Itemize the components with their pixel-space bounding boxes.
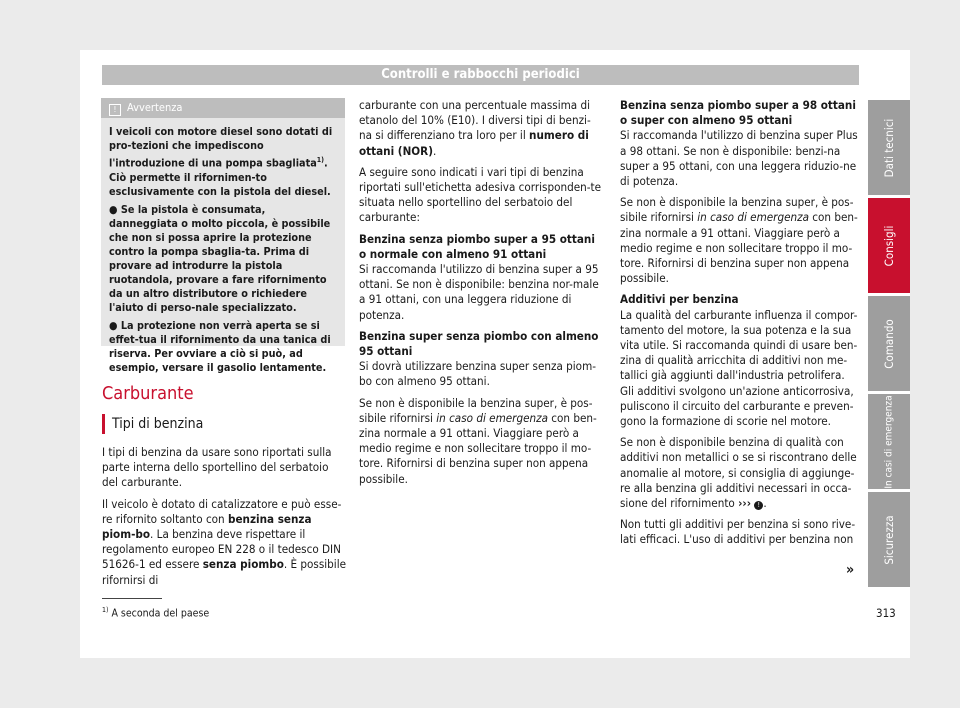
warning-bullet: ● Se la pistola è consumata, danneggiata o molto piccola, è possibile che non si possa aprire la protezione contro la pompa sbaglia-ta. Prima di provare ad introdurre la pistola ruotandola, provare a fare rifornimento da un altro distributore o richiedere l'aiuto di perso-nale specializzato. xyxy=(109,202,331,314)
warning-ref-icon: ! xyxy=(754,501,763,510)
section-subtitle: Tipi di benzina xyxy=(102,414,203,434)
paragraph: Se non è disponibile benzina di qualità con additivi non metallici o se si riscontrano delle anomalie al motore, si consiglia di aggiunge-re alla benzina gli additivi necessari in occa-sione del rifornimento ››› ! . xyxy=(620,435,857,511)
footnote-divider xyxy=(102,598,162,599)
column-2 xyxy=(359,98,603,493)
warning-header xyxy=(101,98,345,118)
warning-icon: ! xyxy=(109,104,121,116)
tab-dati-tecnici[interactable]: Dati tecnici xyxy=(868,100,910,195)
subheading: Additivi per benzina xyxy=(620,292,739,307)
paragraph: A seguire sono indicati i vari tipi di benzina riportati sull'etichetta adesiva corrisponden-te situata nello sportellino del serbatoio del carburante: xyxy=(359,164,602,225)
column-3 xyxy=(620,98,860,554)
warning-box xyxy=(101,98,345,374)
paragraph: Si dovrà utilizzare benzina super senza piom-bo con almeno 95 ottani. xyxy=(359,359,596,389)
column-1 xyxy=(102,445,346,594)
reference-arrow[interactable]: ››› xyxy=(738,496,751,511)
paragraph: Non tutti gli additivi per benzina si sono rive-lati efficaci. L'uso di additivi per benzina non xyxy=(620,517,856,547)
warning-paragraph: I veicoli con motore diesel sono dotati di pro-tezioni che impediscono l'introduzione di una pompa sbagliata$^{1)}$. Ciò permette il rifornimen-to esclusivamente con la pistola del diesel. xyxy=(109,125,333,198)
paragraph: Il veicolo è dotato di catalizzatore e può esse-re rifornito soltanto con benzina senza piom-bo. La benzina deve rispettare il regolamento europeo EN 228 o il tedesco DIN 51626-1 ed essere senza piombo. È possibile rifornirsi di xyxy=(102,496,347,587)
paragraph: I tipi di benzina da usare sono riportati sulla parte interna dello sportellino del serbatoio del carburante. xyxy=(102,445,332,490)
warning-title: Avvertenza xyxy=(127,101,183,114)
section-title: Carburante xyxy=(102,383,194,404)
paragraph: carburante con una percentuale massima di etanolo del 10% (E10). I diversi tipi di benzi-na si differenziano tra loro per il numero di ottani (NOR). xyxy=(359,98,591,158)
page-header: Controlli e rabbocchi periodici xyxy=(102,65,859,85)
paragraph: Si raccomanda l'utilizzo di benzina super Plus a 98 ottani. Se non è disponibile: benzi-na super a 95 ottani, con una leggera riduzio-ne di potenza. xyxy=(620,128,858,189)
paragraph: La qualità del carburante influenza il compor-tamento del motore, la sua potenza e la sua vita utile. Si raccomanda quindi di usare ben-zina di qualità arricchita di additivi non me-tallici già aggiunti dall'industria petrolifera. Gli additivi svolgono un'azione anticorrosiva, puliscono il circuito del carburante e preven-gono la formazione di scorie nel motore. xyxy=(620,307,858,429)
subheading: Benzina super senza piombo con almeno 95 ottani xyxy=(359,328,599,359)
warning-bullet: ● La protezione non verrà aperta se si effet-tua il rifornimento da una tanica di riserva. Per ovviare a ciò si può, ad esempio, versare il gasolio lentamente. xyxy=(109,318,331,374)
tab-comando[interactable]: Comando xyxy=(868,296,910,391)
paragraph: Se non è disponibile la benzina super, è pos-sibile rifornirsi in caso di emergenza con ben-zina normale a 91 ottani. Viaggiare però a medio regime e non sollecitare troppo il mo-tore. Rifornirsi di benzina super non appena possibile. xyxy=(620,195,858,286)
subheading: Benzina senza piombo super a 98 ottani o super con almeno 95 ottani xyxy=(620,98,856,128)
continue-arrow-icon: » xyxy=(846,562,855,578)
paragraph: Se non è disponibile la benzina super, è pos-sibile rifornirsi in caso di emergenza con ben-zina normale a 91 ottani. Viaggiare però a medio regime e non sollecitare troppo il mo-tore. Rifornirsi di benzina super non appena possibile. xyxy=(359,395,597,486)
paragraph: Si raccomanda l'utilizzo di benzina super a 95 ottani. Se non è disponibile: benzina nor-male a 91 ottani, con una leggera riduzione di potenza. xyxy=(359,262,599,322)
tab-emergenza[interactable]: In casi di emergenza xyxy=(868,394,910,489)
page-number: 313 xyxy=(876,606,896,620)
tab-consigli[interactable]: Consigli xyxy=(868,198,910,293)
footnote: $^{1)}$ A seconda del paese xyxy=(102,606,210,620)
warning-body xyxy=(101,118,345,375)
subheading: Benzina senza piombo super a 95 ottani o normale con almeno 91 ottani xyxy=(359,231,595,261)
tab-sicurezza[interactable]: Sicurezza xyxy=(868,492,910,587)
